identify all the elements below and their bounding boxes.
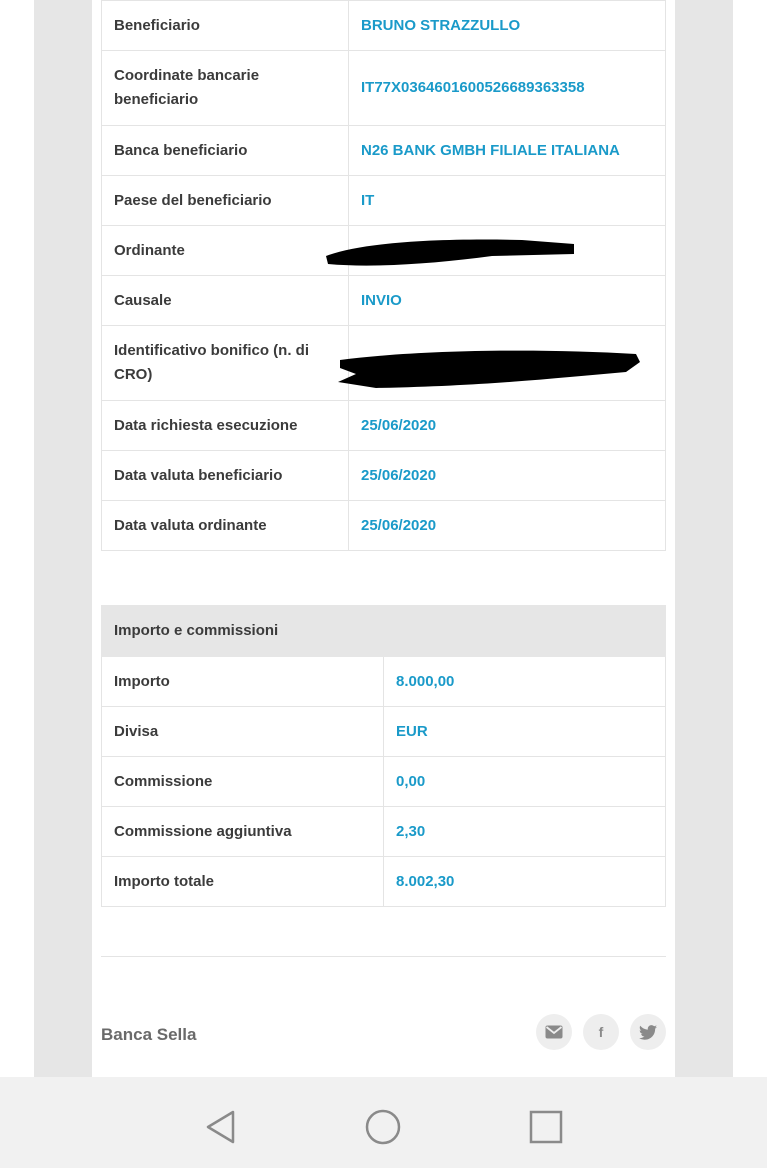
facebook-glyph: f: [598, 1024, 604, 1040]
row-value: 8.000,00: [384, 657, 666, 707]
row-value: 8.002,30: [384, 857, 666, 907]
row-label: Commissione aggiuntiva: [102, 807, 384, 857]
row-label: Data valuta ordinante: [102, 501, 349, 551]
row-value: 2,30: [384, 807, 666, 857]
row-value: 25/06/2020: [349, 501, 666, 551]
row-label: Importo totale: [102, 857, 384, 907]
table-row: [102, 401, 666, 451]
row-label: Data valuta beneficiario: [102, 451, 349, 501]
table-row: [102, 707, 666, 757]
table-row: [102, 1, 666, 51]
row-label: Commissione: [102, 757, 384, 807]
row-value: 0,00: [384, 757, 666, 807]
transfer-details-table: [101, 0, 666, 551]
table-row: [102, 807, 666, 857]
row-value: 25/06/2020: [349, 451, 666, 501]
row-value: BRUNO STRAZZULLO: [349, 1, 666, 51]
right-gutter: [675, 0, 733, 1077]
left-gutter: [34, 0, 92, 1077]
recents-icon[interactable]: [524, 1105, 568, 1149]
back-icon[interactable]: [198, 1105, 242, 1149]
row-value: IT77X0364601600526689363358: [349, 51, 666, 126]
row-label: Data richiesta esecuzione: [102, 401, 349, 451]
row-value: EUR: [384, 707, 666, 757]
row-value: 25/06/2020: [349, 401, 666, 451]
redaction-mark-ordinante: [322, 234, 577, 270]
amounts-table: [101, 605, 666, 907]
row-label: Paese del beneficiario: [102, 176, 349, 226]
facebook-icon[interactable]: [583, 1014, 619, 1050]
table-row: [102, 51, 666, 126]
row-label: Ordinante: [102, 226, 349, 276]
twitter-icon[interactable]: [630, 1014, 666, 1050]
brand-name: Banca Sella: [101, 1025, 197, 1044]
table-row: [102, 276, 666, 326]
row-value: N26 BANK GMBH FILIALE ITALIANA: [349, 126, 666, 176]
redaction-mark-cro: [336, 348, 644, 390]
home-icon[interactable]: [361, 1105, 405, 1149]
table-row: [102, 657, 666, 707]
table-row: [102, 857, 666, 907]
table-row: [102, 126, 666, 176]
row-label: Beneficiario: [102, 1, 349, 51]
section-title: Importo e commissioni: [102, 606, 666, 657]
row-label: Identificativo bonifico (n. di CRO): [102, 326, 349, 401]
footer-divider: [101, 956, 666, 957]
android-navbar: [0, 1077, 767, 1168]
table-row: [102, 451, 666, 501]
table-row: [102, 757, 666, 807]
table-row: [102, 176, 666, 226]
section-header: [102, 606, 666, 657]
mail-icon[interactable]: [536, 1014, 572, 1050]
row-label: Banca beneficiario: [102, 126, 349, 176]
row-value: INVIO: [349, 276, 666, 326]
table-row: [102, 501, 666, 551]
row-label: Coordinate bancarie beneficiario: [102, 51, 349, 126]
row-label: Divisa: [102, 707, 384, 757]
transfer-detail-page: [92, 0, 675, 1077]
row-value: IT: [349, 176, 666, 226]
row-label: Importo: [102, 657, 384, 707]
row-label: Causale: [102, 276, 349, 326]
